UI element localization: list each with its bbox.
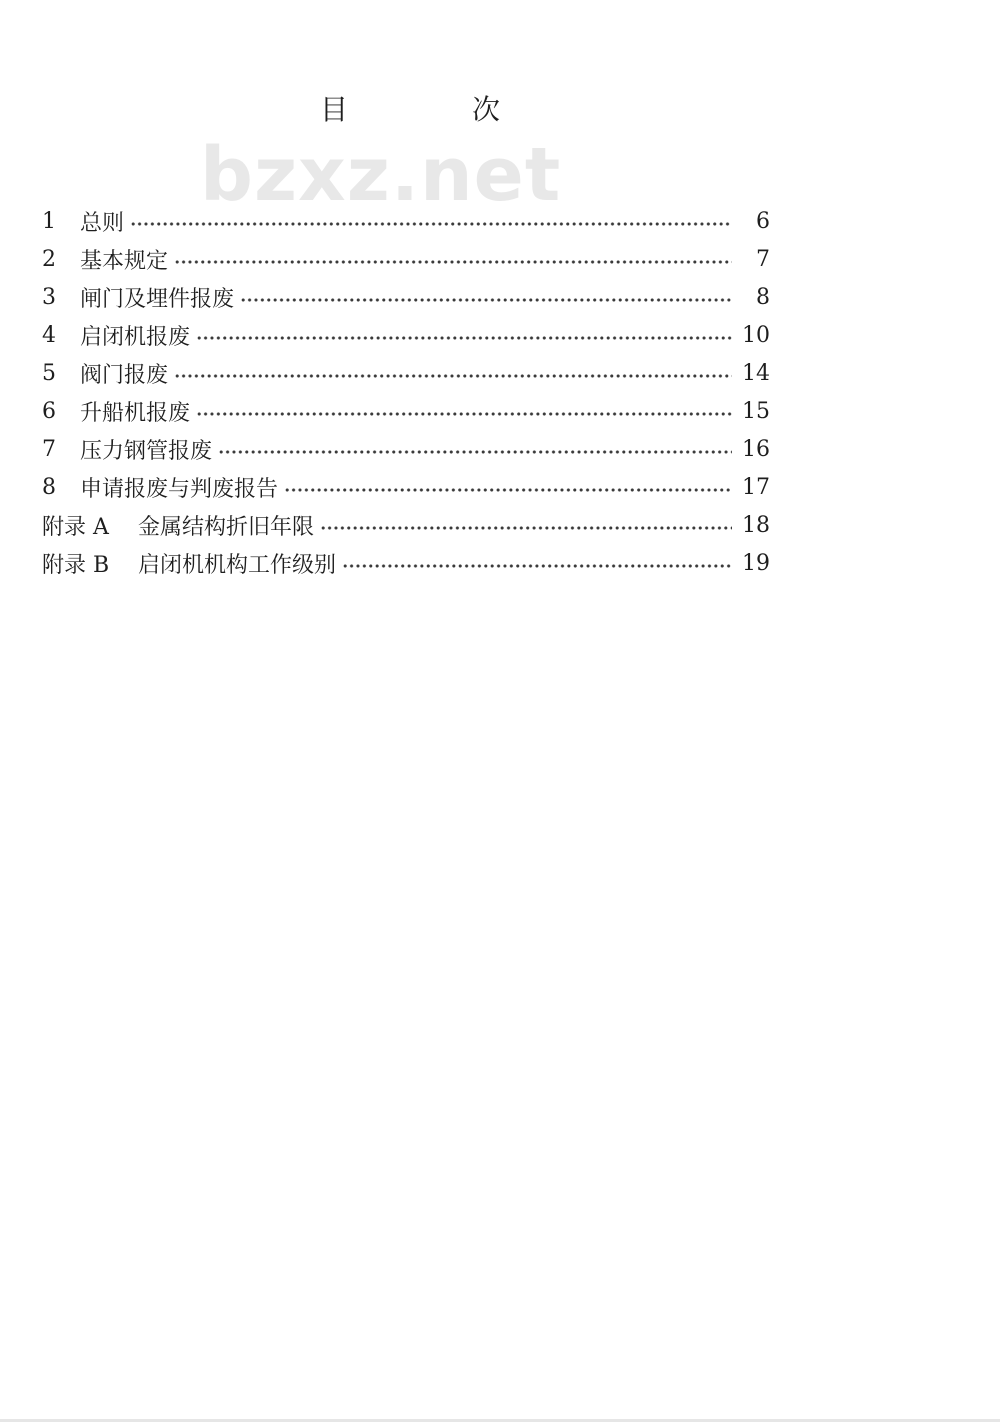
- toc-entry-5[interactable]: [40, 354, 770, 392]
- toc-entry-number: 4: [42, 322, 56, 348]
- toc-entry-4[interactable]: [40, 316, 770, 354]
- toc-entry-title: 启闭机机构工作级别: [138, 552, 337, 578]
- toc-entry-page: 8: [756, 284, 770, 310]
- toc-entry-8[interactable]: [40, 468, 770, 506]
- toc-entry-title: 申请报废与判废报告: [80, 476, 279, 502]
- toc-entry-title: 升船机报废: [80, 400, 191, 426]
- toc-entry-number: 1: [42, 208, 56, 234]
- toc-leader-dots: [284, 488, 732, 492]
- watermark: bzxz.net: [200, 132, 562, 218]
- toc-entry-title: 金属结构折旧年限: [138, 514, 315, 540]
- toc-entry-title: 阀门报废: [80, 362, 169, 388]
- toc-leader-dots: [342, 564, 732, 568]
- toc-leader-dots: [196, 412, 732, 416]
- toc-entry-page: 16: [742, 436, 770, 462]
- title-char-2: 次: [471, 93, 500, 126]
- toc-entry-title: 总则: [80, 210, 125, 236]
- toc-entry-page: 10: [742, 322, 770, 348]
- table-of-contents: [40, 202, 770, 582]
- toc-entry-number: 8: [42, 474, 56, 500]
- toc-entry-number: 7: [42, 436, 56, 462]
- toc-leader-dots: [196, 336, 732, 340]
- toc-leader-dots: [320, 526, 732, 530]
- toc-leader-dots: [130, 222, 732, 226]
- toc-entry-title: 基本规定: [80, 248, 169, 274]
- toc-entry-3[interactable]: [40, 278, 770, 316]
- toc-leader-dots: [174, 260, 732, 264]
- toc-entry-2[interactable]: [40, 240, 770, 278]
- toc-entry-number: 2: [42, 246, 56, 272]
- toc-entry-page: 15: [742, 398, 770, 424]
- toc-entry-title: 压力钢管报废: [80, 438, 213, 464]
- toc-entry-page: 18: [742, 512, 770, 538]
- toc-appendix-label: 附录 A: [42, 514, 109, 540]
- toc-entry-page: 7: [756, 246, 770, 272]
- toc-entry-title: 启闭机报废: [80, 324, 191, 350]
- toc-appendix-a[interactable]: [40, 506, 770, 544]
- toc-entry-number: 3: [42, 284, 56, 310]
- toc-appendix-label: 附录 B: [42, 552, 110, 578]
- page-title: [320, 88, 500, 128]
- toc-leader-dots: [174, 374, 732, 378]
- toc-entry-page: 19: [742, 550, 770, 576]
- toc-entry-number: 6: [42, 398, 56, 424]
- toc-entry-number: 5: [42, 360, 56, 386]
- toc-leader-dots: [218, 450, 732, 454]
- toc-entry-6[interactable]: [40, 392, 770, 430]
- toc-appendix-b[interactable]: [40, 544, 770, 582]
- title-char-1: 目: [320, 93, 349, 126]
- toc-entry-page: 6: [756, 208, 770, 234]
- toc-entry-1[interactable]: [40, 202, 770, 240]
- toc-entry-7[interactable]: [40, 430, 770, 468]
- toc-entry-page: 14: [742, 360, 770, 386]
- toc-entry-page: 17: [742, 474, 770, 500]
- toc-leader-dots: [240, 298, 732, 302]
- toc-entry-title: 闸门及埋件报废: [80, 286, 235, 312]
